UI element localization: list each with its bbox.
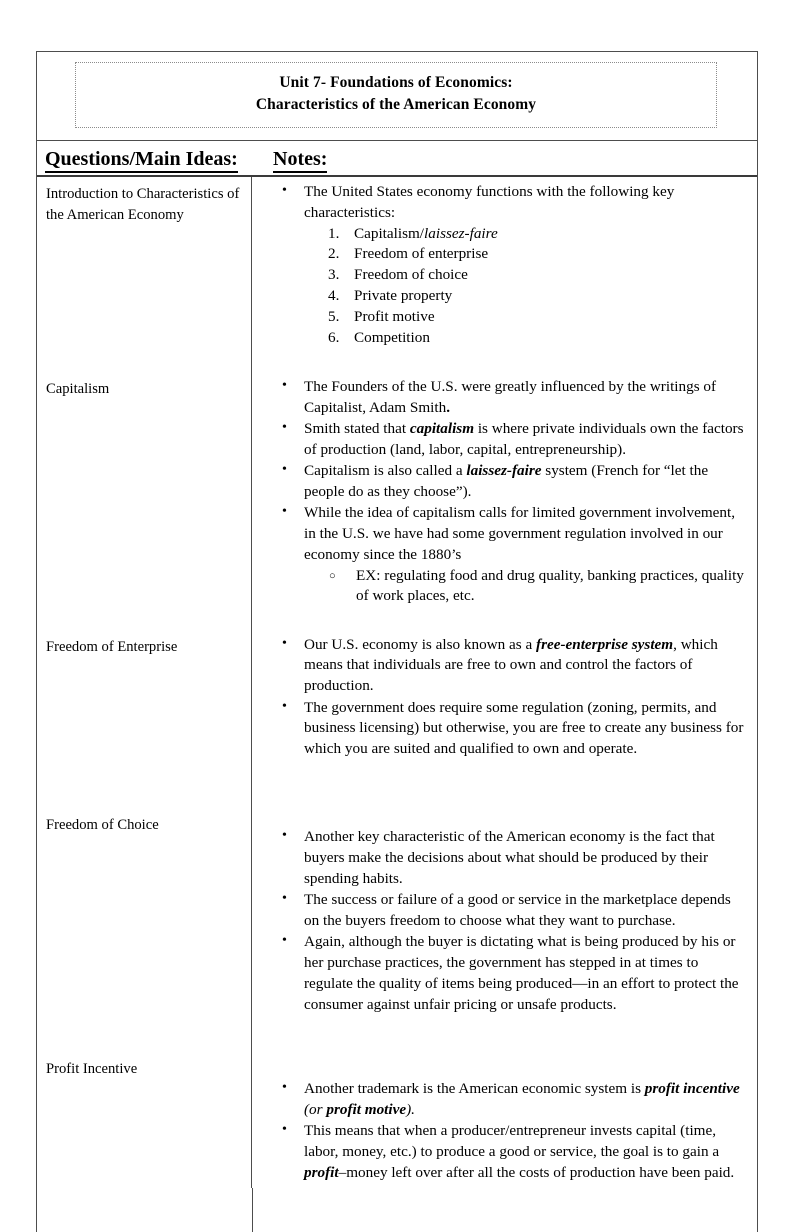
- list-item: [328, 224, 747, 245]
- list-item: [273, 890, 747, 932]
- title-line-1: Unit 7- Foundations of Economics:: [279, 74, 513, 91]
- numbered-text-italic: laissez-faire: [424, 224, 498, 242]
- list-item: [273, 1121, 747, 1183]
- list-item: [273, 419, 747, 461]
- title-box: [75, 62, 717, 128]
- list-item: [328, 265, 747, 286]
- section-label-cell: [37, 1052, 252, 1188]
- table-continuation: [37, 1188, 757, 1232]
- sub-bullet-list: [304, 566, 747, 608]
- list-item: [273, 1079, 747, 1121]
- bullet-text: This means that when a producer/entrepreneur invests capital (time, labor, money, etc.) to produce a good or service, the goal is to gain a: [304, 1122, 720, 1160]
- bullet-text: Our U.S. economy is also known as a: [304, 635, 537, 653]
- bullet-text: Smith stated that: [304, 419, 410, 437]
- section-capitalism: [37, 372, 757, 630]
- section-label-cell: [37, 630, 252, 809]
- title-line-2: Characteristics of the American Economy: [255, 96, 537, 113]
- bullet-text-emphasis: free-enterprise system: [536, 635, 674, 653]
- notes-column-header: [252, 141, 757, 175]
- bullet-text-emphasis: profit incentive: [644, 1080, 740, 1098]
- numbered-text: Freedom of choice: [354, 266, 468, 284]
- title-row: [37, 52, 757, 141]
- numbered-text: Competition: [354, 328, 430, 346]
- bullet-text-emphasis: profit: [304, 1163, 339, 1181]
- spacer-notes-cell: [253, 1188, 757, 1232]
- section-label: Freedom of Choice: [46, 817, 159, 834]
- list-item: [328, 328, 747, 349]
- bullet-text: Again, although the buyer is dictating what is being produced by his or her purchase practices, the government has stepped in at times to regulate the quality of items being produced—in an effort to protect the consumer against unfair pricing or unsafe products.: [304, 933, 739, 1013]
- section-notes-cell: [252, 630, 757, 809]
- bullet-text: The United States economy functions with the following key characteristics:: [304, 183, 675, 221]
- column-header-row: [37, 141, 757, 177]
- bullet-text: The success or failure of a good or service in the marketplace depends on the buyers freedom to choose what they want to purchase.: [304, 891, 731, 930]
- section-label-cell: [37, 808, 252, 1052]
- bullet-text-emphasis: capitalism: [409, 419, 475, 437]
- sub-bullet-text: EX: regulating food and drug quality, banking practices, quality of work places, etc.: [356, 566, 744, 605]
- bullet-text-italic-2: ).: [406, 1100, 415, 1118]
- bullet-text-tail: is where private individuals own the factors of production (land, labor, capital, entrepreneurship).: [304, 419, 744, 458]
- bullet-text-emphasis-2: profit motive: [326, 1100, 407, 1118]
- bullet-text: Another key characteristic of the American economy is the fact that buyers make the decisions about what should be produced by their spending habits.: [304, 828, 715, 888]
- notes-table: [36, 51, 758, 1232]
- section-profit-incentive: [37, 1052, 757, 1188]
- questions-header-label: Questions/Main Ideas:: [45, 147, 238, 173]
- section-notes-cell: [252, 177, 757, 372]
- bullet-list: [273, 182, 747, 348]
- bullet-text-emphasis: laissez-faire: [466, 462, 542, 480]
- questions-column-header: [37, 141, 252, 175]
- bullet-list: [273, 377, 747, 607]
- section-label: Profit Incentive: [46, 1061, 138, 1078]
- bullet-text: Another trademark is the American economic system is: [304, 1080, 645, 1098]
- bullet-text-tail: system (French for “let the people do as they choose”).: [304, 462, 709, 500]
- list-item: [273, 461, 747, 503]
- list-item: [328, 286, 747, 307]
- section-freedom-of-enterprise: [37, 630, 757, 809]
- list-item: [328, 244, 747, 265]
- bullet-list: [273, 827, 747, 1015]
- numbered-text: Capitalism/: [354, 224, 425, 242]
- section-notes-cell: [252, 1052, 757, 1188]
- list-item: [273, 827, 747, 889]
- list-item: [328, 566, 747, 608]
- list-item: [273, 698, 747, 760]
- list-item: [328, 307, 747, 328]
- bullet-text: The government does require some regulation (zoning, permits, and business licensing) but otherwise, you are free to create any business for which you are suited and qualified to own and operate.: [304, 698, 744, 758]
- section-introduction: [37, 177, 757, 372]
- numbered-list: [304, 224, 747, 349]
- bullet-text-tail: , which means that individuals are free to own and control the factors of production.: [304, 635, 718, 695]
- section-label-cell: [37, 177, 252, 372]
- notes-header-label: Notes:: [273, 147, 327, 173]
- bullet-text-tail: –money left over after all the costs of production have been paid.: [338, 1163, 735, 1181]
- section-label-cell: [37, 372, 252, 630]
- numbered-text: Freedom of enterprise: [354, 245, 489, 263]
- bullet-text-italic: (or: [304, 1100, 327, 1118]
- section-label: Introduction to Characteristics of the American Economy: [46, 186, 240, 223]
- section-freedom-of-choice: [37, 808, 757, 1052]
- bullet-text: The Founders of the U.S. were greatly influenced by the writings of Capitalist, Adam Smith: [304, 377, 717, 416]
- list-item: [273, 377, 747, 419]
- list-item: [273, 503, 747, 607]
- section-notes-cell: [252, 808, 757, 1052]
- section-label: Capitalism: [46, 380, 110, 397]
- section-notes-cell: [252, 372, 757, 630]
- bullet-text-bold: .: [446, 398, 450, 416]
- bullet-text: Capitalism is also called a: [304, 462, 467, 480]
- list-item: [273, 182, 747, 348]
- numbered-text: Private property: [354, 286, 453, 304]
- bullet-list: [273, 635, 747, 760]
- bullet-list: [273, 1079, 747, 1183]
- list-item: [273, 635, 747, 697]
- section-label: Freedom of Enterprise: [46, 638, 178, 655]
- spacer-questions-cell: [37, 1188, 253, 1232]
- list-item: [273, 932, 747, 1015]
- numbered-text: Profit motive: [354, 307, 435, 325]
- bullet-text: While the idea of capitalism calls for limited government involvement, in the U.S. we have had some government regulation involved in our economy since the 1880’s: [304, 504, 736, 563]
